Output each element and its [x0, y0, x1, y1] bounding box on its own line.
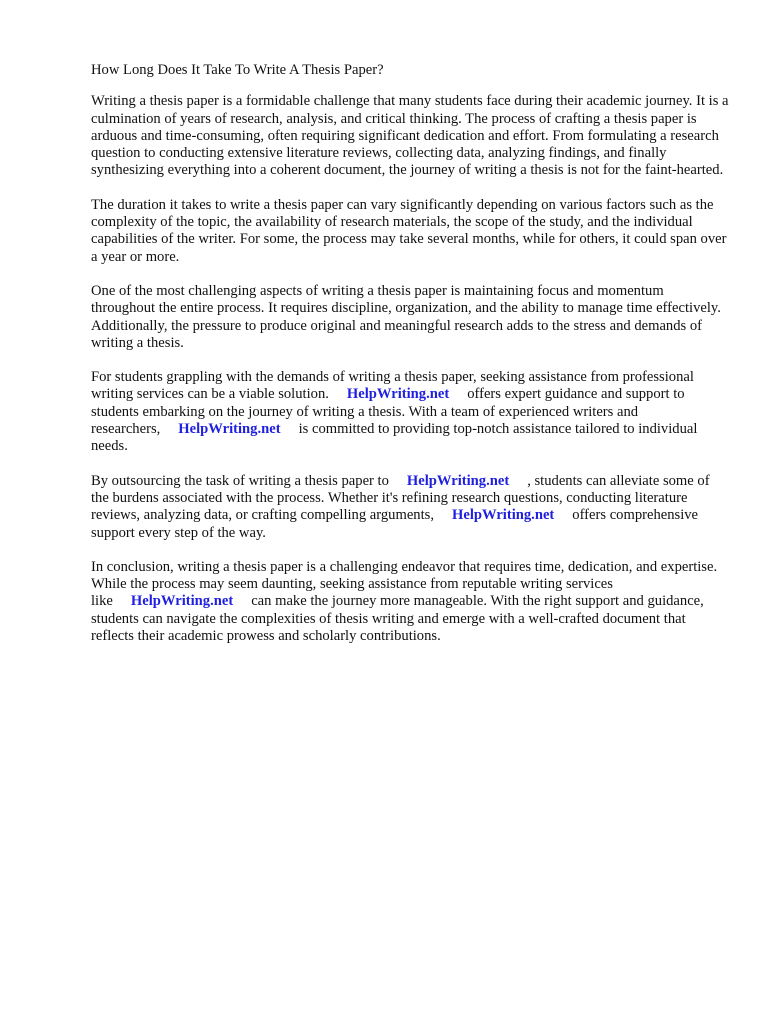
helpwriting-link[interactable]: HelpWriting.net — [451, 507, 555, 524]
paragraph-assistance-text-a: For students grappling with the demands of writing a thesis paper, seeking assistance from professional writing services can be a viable solution. — [91, 369, 694, 403]
paragraph-challenges: One of the most challenging aspects of writing a thesis paper is maintaining focus and momentum throughout the entire process. It requires discipline, organization, and the ability to manage time effectively. Additionally, the pressure to produce original and meaningful research adds to the stress and demands of writing a thesis. — [91, 282, 721, 351]
paragraph-intro: Writing a thesis paper is a formidable challenge that many students face during their academic journey. It is a culmination of years of research, analysis, and critical thinking. The process of crafting a thesis paper is arduous and time-consuming, often requiring significant dedication and effort. From formulating a research question to conducting extensive literature reviews, collecting data, analyzing findings, and finally synthesizing everything into a coherent document, the journey of writing a thesis is not for the faint-hearted. — [91, 93, 729, 179]
paragraph-outsourcing — [91, 473, 731, 542]
paragraph-conclusion-text-a: In conclusion, writing a thesis paper is a challenging endeavor that requires time, dedication, and expertise. While the process may seem daunting, seeking assistance from reputable writing services like — [91, 558, 718, 610]
paragraph-conclusion — [91, 559, 731, 645]
helpwriting-link[interactable]: HelpWriting.net — [406, 472, 510, 489]
paragraph-assistance-text-c: is committed to providing top-notch assistance tailored to individual needs. — [91, 421, 698, 455]
paragraph-outsourcing-text-c: offers comprehensive support every step of the way. — [91, 507, 699, 541]
helpwriting-link[interactable]: HelpWriting.net — [130, 593, 234, 610]
document-title: How Long Does It Take To Write A Thesis Paper? — [91, 62, 384, 78]
paragraph-outsourcing-text-b: , students can alleviate some of the burdens associated with the process. Whether it's refining research questions, conducting literature reviews, analyzing data, or crafting compelling arguments, — [91, 472, 710, 524]
paragraph-assistance — [91, 369, 731, 455]
helpwriting-link[interactable]: HelpWriting.net — [346, 386, 450, 403]
helpwriting-link[interactable]: HelpWriting.net — [178, 421, 281, 438]
paragraph-duration: The duration it takes to write a thesis paper can vary significantly depending on various factors such as the complexity of the topic, the availability of research materials, the scope of the study, and the individual capabilities of the writer. For some, the process may take several months, while for others, it could span over a year or more. — [91, 196, 727, 265]
paragraph-outsourcing-text-a: By outsourcing the task of writing a thesis paper to — [91, 472, 389, 489]
paragraph-conclusion-text-b: can make the journey more manageable. With the right support and guidance, students can navigate the complexities of thesis writing and emerge with a well-crafted document that reflects their academic prowess and scholarly contributions. — [91, 593, 704, 645]
document-page — [91, 62, 731, 662]
paragraph-assistance-text-b: offers expert guidance and support to students embarking on the journey of writing a thesis. With a team of experienced writers and researchers, — [91, 386, 685, 438]
